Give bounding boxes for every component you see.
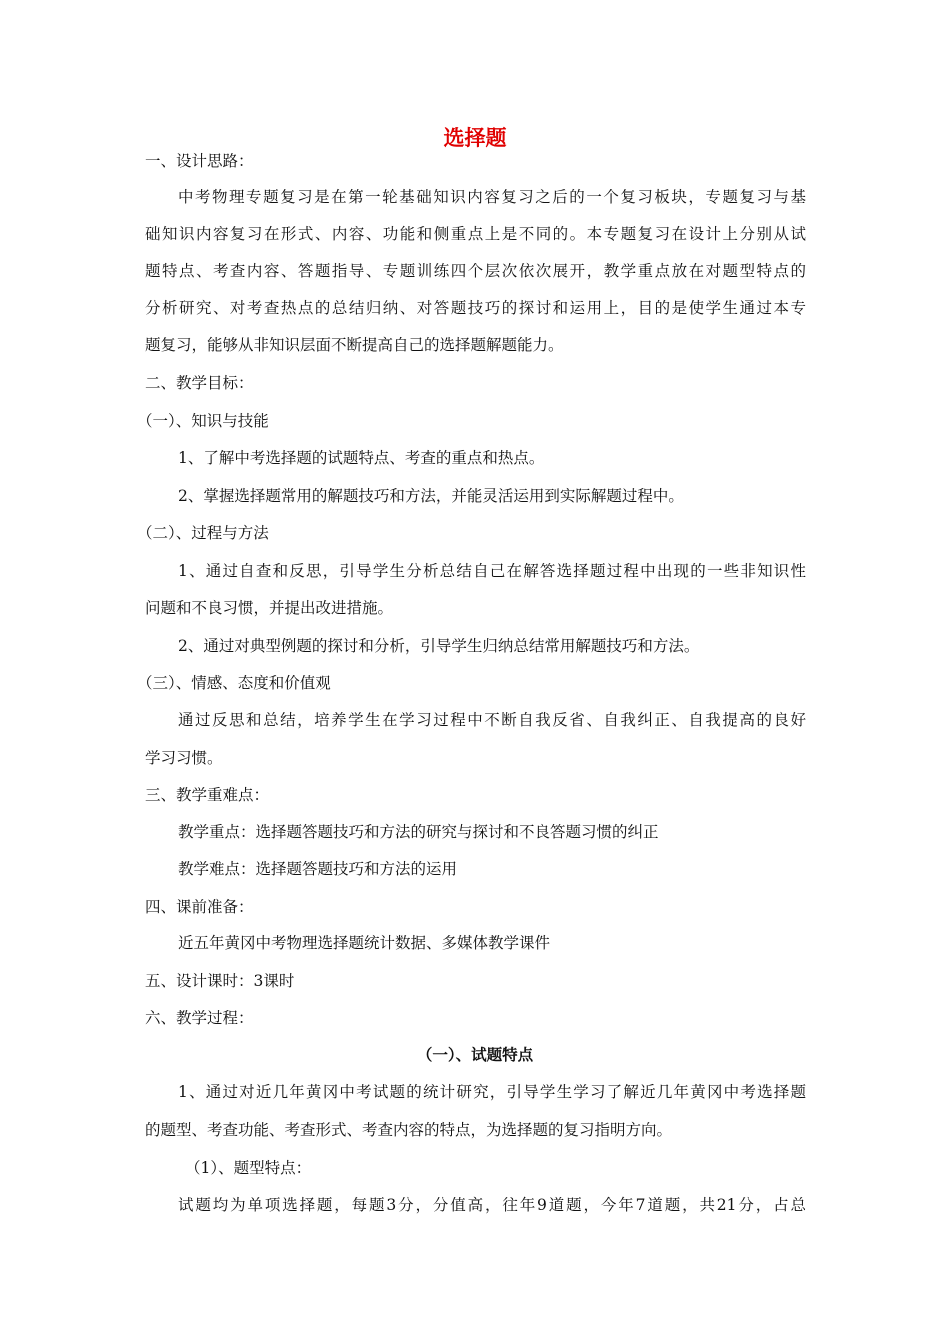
section-heading-hours: 五、设计课时：3课时 — [145, 972, 295, 990]
section-heading-preparation: 四、课前准备： — [145, 898, 254, 916]
paragraph-line: 础知识内容复习在形式、内容、功能和侧重点上是不同的。本专题复习在设计上分别从试 — [145, 225, 806, 243]
paragraph-line: 分析研究、对考查热点的总结归纳、对答题技巧的探讨和运用上，目的是使学生通过本专 — [145, 299, 806, 317]
paragraph-line: 近五年黄冈中考物理选择题统计数据、多媒体教学课件 — [178, 934, 551, 952]
paragraph-line: 的题型、考查功能、考查形式、考查内容的特点，为选择题的复习指明方向。 — [145, 1121, 673, 1139]
section-heading-design: 一、设计思路： — [145, 152, 254, 170]
subsection-heading-emotion: （三）、情感、态度和价值观 — [137, 674, 331, 692]
part-heading-features: （一）、试题特点 — [416, 1045, 534, 1064]
section-heading-goals: 二、教学目标： — [145, 374, 254, 392]
paragraph-line: 学习习惯。 — [145, 749, 223, 767]
document-title: 选择题 — [443, 126, 507, 150]
paragraph-line: 题复习，能够从非知识层面不断提高自己的选择题解题能力。 — [145, 336, 564, 354]
list-item: 2、掌握选择题常用的解题技巧和方法，并能灵活运用到实际解题过程中。 — [178, 487, 684, 505]
section-heading-process: 六、教学过程： — [145, 1009, 254, 1027]
paragraph-line: 教学难点：选择题答题技巧和方法的运用 — [178, 860, 458, 878]
paragraph-line: 中考物理专题复习是在第一轮基础知识内容复习之后的一个复习板块，专题复习与基 — [178, 188, 806, 206]
paragraph-line: 试题均为单项选择题，每题3分，分值高，往年9道题，今年7道题，共21分，占总 — [178, 1196, 806, 1214]
paragraph-line: 1、通过对近几年黄冈中考试题的统计研究，引导学生学习了解近几年黄冈中考选择题 — [178, 1083, 806, 1101]
subsection-heading-type: （1）、题型特点： — [185, 1159, 312, 1177]
subsection-heading-knowledge: （一）、知识与技能 — [137, 412, 269, 430]
paragraph-line: 教学重点：选择题答题技巧和方法的研究与探讨和不良答题习惯的纠正 — [178, 823, 659, 841]
list-item: 1、了解中考选择题的试题特点、考查的重点和热点。 — [178, 449, 545, 467]
paragraph-line: 题特点、考查内容、答题指导、专题训练四个层次依次展开，教学重点放在对题型特点的 — [145, 262, 806, 280]
list-item: 2、通过对典型例题的探讨和分析，引导学生归纳总结常用解题技巧和方法。 — [178, 637, 700, 655]
paragraph-line: 通过反思和总结，培养学生在学习过程中不断自我反省、自我纠正、自我提高的良好 — [178, 711, 806, 729]
section-heading-keypoints: 三、教学重难点： — [145, 786, 270, 804]
subsection-heading-process: （二）、过程与方法 — [137, 524, 269, 542]
list-item: 1、通过自查和反思，引导学生分析总结自己在解答选择题过程中出现的一些非知识性 — [178, 562, 806, 580]
paragraph-line: 问题和不良习惯，并提出改进措施。 — [145, 599, 394, 617]
